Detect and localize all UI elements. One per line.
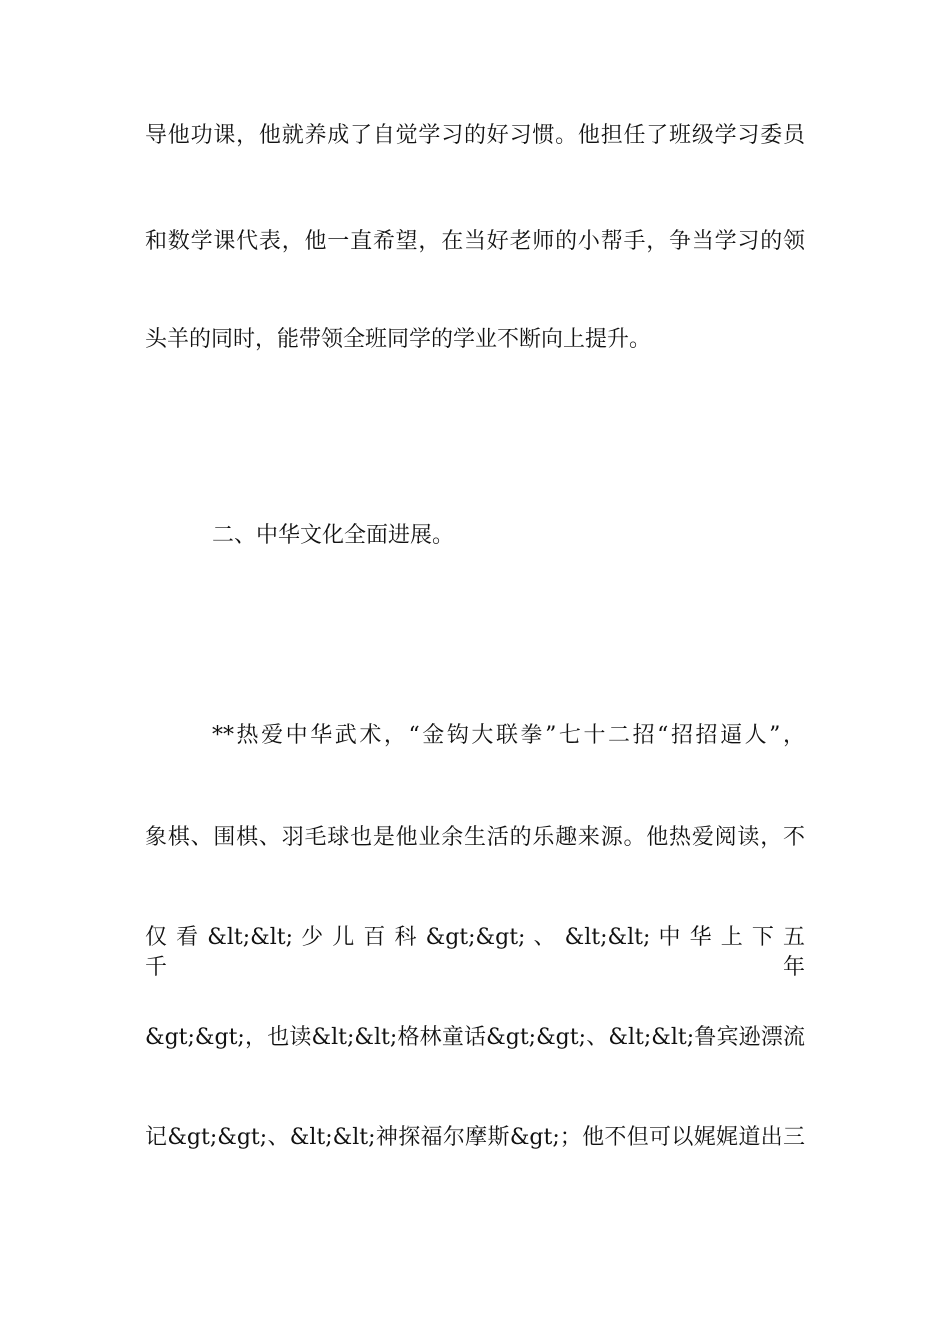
paragraph-2-line-2: 象棋、围棋、羽毛球也是他业余生活的乐趣来源。他热爱阅读，不 — [145, 825, 805, 850]
section-heading: 二、中华文化全面进展。 — [212, 523, 455, 548]
paragraph-1-line-1: 导他功课，他就养成了自觉学习的好习惯。他担任了班级学习委员 — [145, 123, 805, 148]
paragraph-2-line-5: 记&gt;&gt;、&lt;&lt;神探福尔摩斯&gt;；他不但可以娓娓道出三 — [145, 1125, 805, 1150]
paragraph-2-line-1: **热爱中华武术，“金钩大联拳”七十二招“招招逼人”， — [212, 723, 805, 748]
paragraph-1-line-3: 头羊的同时，能带领全班同学的学业不断向上提升。 — [145, 327, 652, 352]
paragraph-2-line-3: 仅 看 &lt;&lt; 少 儿 百 科 &gt;&gt; 、 &lt;&lt; 中 华 上 下 五 千 年 — [145, 925, 805, 980]
paragraph-2-line-4: &gt;&gt;，也读&lt;&lt;格林童话&gt;&gt;、&lt;&lt;鲁宾逊漂流 — [145, 1025, 805, 1050]
paragraph-1-line-2: 和数学课代表，他一直希望，在当好老师的小帮手，争当学习的领 — [145, 229, 805, 254]
